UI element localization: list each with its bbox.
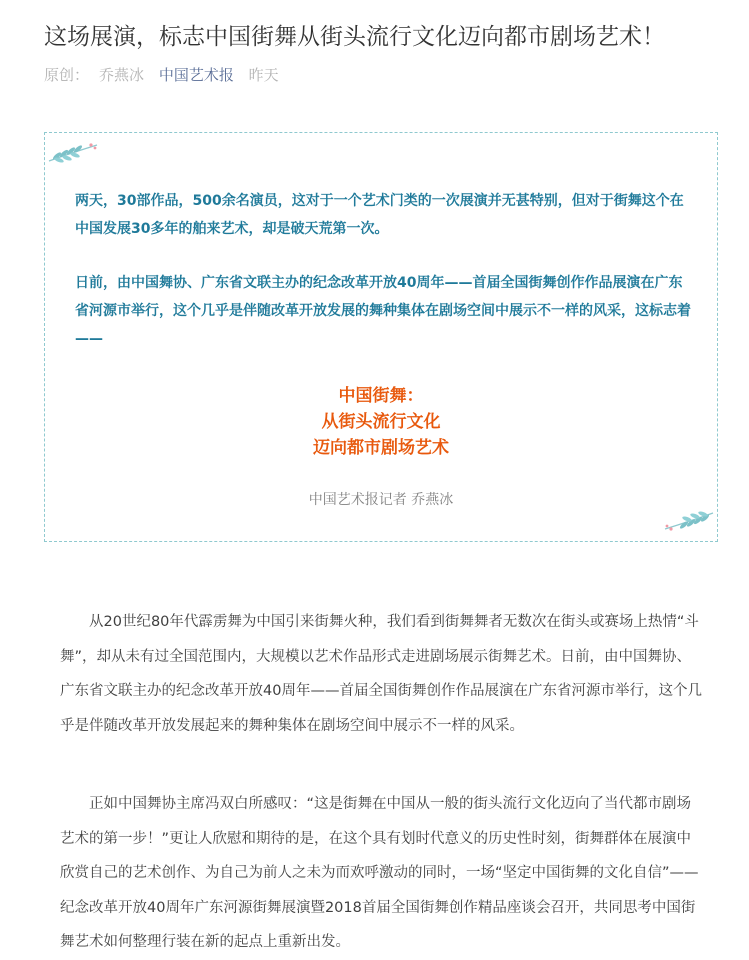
highlight-line: 中国街舞： (338, 386, 424, 406)
highlight-line: 迈向都市剧场艺术 (313, 438, 449, 458)
original-label: 原创： (44, 66, 90, 84)
author-name[interactable]: 乔燕冰 (99, 66, 145, 84)
article-title: 这场展演，标志中国街舞从街头流行文化迈向都市剧场艺术！ (44, 24, 665, 50)
body-paragraph: 正如中国舞协主席冯双白所感叹：“这是街舞在中国从一般的街头流行文化迈向了当代都市剧场艺术的第一步！”更让人欣慰和期待的是，在这个具有划时代意义的历史性时刻，街舞群体在展演中欣赏自己的艺术创作、为自己为前人之未为而欢呼激动的同时，一场“坚定中国街舞的文化自信”——纪念改革开放40周年广东河源街舞展演暨2018首届全国街舞创作精品座谈会召开，共同思考中国街舞艺术如何整理行装在新的起点上重新出发。 (60, 796, 699, 950)
intro-paragraph: 两天，30部作品，500余名演员，这对于一个艺术门类的一次展演并无甚特别，但对于街舞这个在中国发展30多年的舶来艺术，却是破天荒第一次。 (75, 193, 684, 237)
intro-card (44, 132, 718, 542)
body-paragraph: 从20世纪80年代霹雳舞为中国引来街舞火种，我们看到街舞舞者无数次在街头或赛场上热情“斗舞”，却从未有过全国范围内，大规模以艺术作品形式走进剧场展示街舞艺术。日前，由中国舞协、广东省文联主办的纪念改革开放40周年——首届全国街舞创作作品展演在广东省河源市举行，这个几乎是伴随改革开放发展起来的舞种集体在剧场空间中展示不一样的风采。 (60, 614, 702, 734)
leaf-decoration-icon (661, 509, 715, 535)
leaf-decoration-icon (47, 139, 101, 165)
highlight-block (45, 383, 717, 461)
reporter-byline: 中国艺术报记者 乔燕冰 (308, 492, 454, 508)
intro-text (75, 187, 695, 353)
publish-date: 昨天 (248, 66, 279, 84)
source-link[interactable]: 中国艺术报 (158, 66, 234, 84)
intro-paragraph: 日前，由中国舞协、广东省文联主办的纪念改革开放40周年——首届全国街舞创作作品展演在广东省河源市举行，这个几乎是伴随改革开放发展的舞种集体在剧场空间中展示不一样的风采，这标志着—— (75, 275, 691, 347)
article-body (60, 605, 705, 960)
highlight-line: 从街头流行文化 (321, 412, 441, 432)
article-meta (44, 64, 289, 86)
